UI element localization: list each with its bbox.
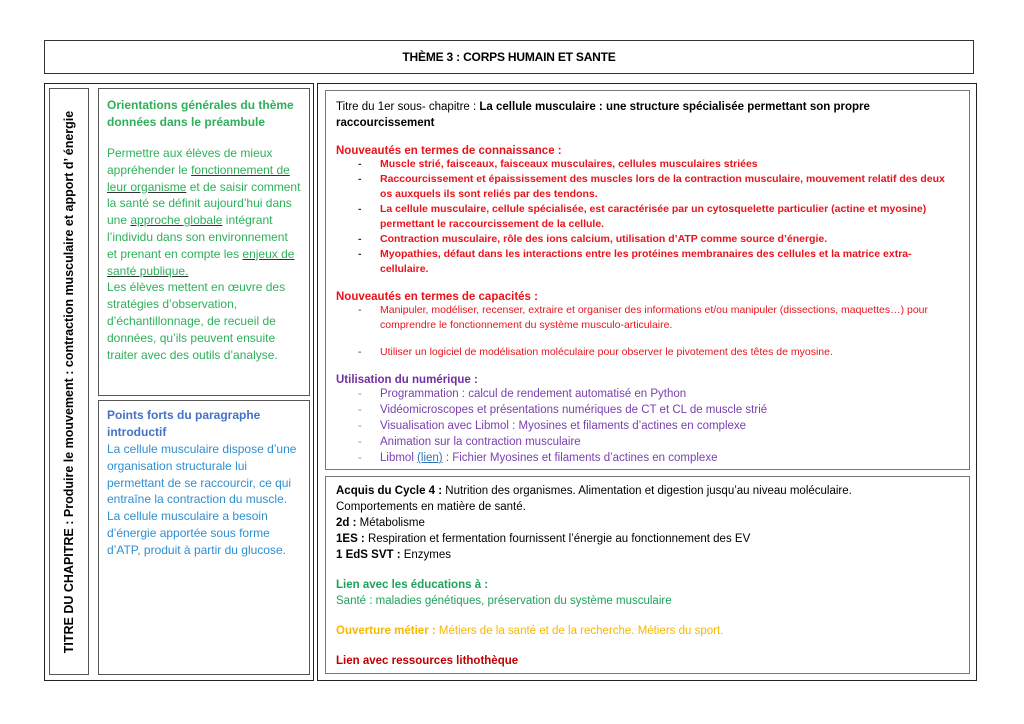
text: Libmol <box>380 452 418 464</box>
list-item: - Animation sur la contraction musculaire <box>358 434 959 450</box>
subchapter-name: La cellule musculaire : une structure spécialisée permettant son propre raccourcissement <box>336 101 870 129</box>
right-panel <box>317 83 977 681</box>
text: et de saisir comment la santé se définit aujourd’hui dans une <box>107 179 301 228</box>
metier-line <box>336 623 959 639</box>
acquis-eds <box>336 547 959 563</box>
subchapter-box <box>325 90 970 470</box>
capacites-heading: Nouveautés en termes de capacités : <box>336 291 538 303</box>
list-item: - Manipuler, modéliser, recenser, extraire et organiser des informations et/ou manipuler (dissections, maquettes…) pour comprendre le fonctionnement du système musculo-articulaire. <box>358 303 959 333</box>
chapter-title-box <box>49 88 89 675</box>
theme-title: THÈME 3 : CORPS HUMAIN ET SANTE <box>402 50 616 64</box>
points-forts-box <box>98 400 310 675</box>
underlined-text: enjeux de santé publique. <box>107 246 295 278</box>
acquis-1es <box>336 531 959 547</box>
list-item: - Raccourcissement et épaississement des muscles lors de la contraction musculaire, mouvement relatif des deux os auxquels ils sont reliés par des tendons. <box>358 172 959 202</box>
capacites-list <box>336 303 959 360</box>
text: Nutrition des organismes. Alimentation et digestion jusqu’au niveau moléculaire. <box>442 485 852 497</box>
subchapter-label: Titre du 1er sous- chapitre : <box>336 101 480 113</box>
lithotheque-link: Lien avec ressources lithothèque <box>336 655 519 667</box>
connaissances-heading: Nouveautés en termes de connaissance : <box>336 145 562 157</box>
chapter-title: TITRE DU CHAPITRE : Produire le mouvement : contraction musculaire et apport d’ énergie <box>62 110 76 653</box>
text: Métiers de la santé et de la recherche. Métiers du sport. <box>435 625 724 637</box>
acquis-cycle4 <box>336 483 959 499</box>
orientations-box <box>98 88 310 396</box>
theme-header <box>44 40 974 74</box>
acquis-box <box>325 476 970 674</box>
label: Acquis du Cycle 4 : <box>336 485 443 497</box>
label: 1ES : <box>336 533 365 545</box>
left-panel <box>44 83 314 681</box>
educations-heading: Lien avec les éducations à : <box>336 579 489 591</box>
label: Ouverture métier : <box>336 625 436 637</box>
acquis-cycle4-continued: Comportements en matière de santé. <box>336 501 526 513</box>
list-item: - Myopathies, défaut dans les interactions entre les protéines membranaires des cellules et la matrice extra-cellulaire. <box>358 247 959 277</box>
label: 1 EdS SVT : <box>336 549 401 561</box>
points-forts-heading: Points forts du paragraphe introductif <box>107 408 261 439</box>
text: Respiration et fermentation fournissent l’énergie au fonctionnement des EV <box>364 533 751 545</box>
text: Enzymes <box>400 549 452 561</box>
label: 2d : <box>336 517 357 529</box>
numerique-heading: Utilisation du numérique : <box>336 374 478 386</box>
educations-text: Santé : maladies génétiques, préservation du système musculaire <box>336 595 672 607</box>
list-item <box>358 450 959 466</box>
list-item: - Visualisation avec Libmol : Myosines et filaments d’actines en complexe <box>358 418 959 434</box>
text: Métabolisme <box>356 517 425 529</box>
numerique-list <box>336 386 959 466</box>
orientations-paragraph-2: Les élèves mettent en œuvre des stratégies d’observation, d’échantillonnage, de recueil de données, qu’ils peuvent ensuite traiter avec des outils d’analyse. <box>107 280 286 362</box>
orientations-paragraph-1 <box>107 145 301 279</box>
text: : Fichier Myosines et filaments d’actines en complexe <box>442 452 718 464</box>
list-item: - La cellule musculaire, cellule spécialisée, est caractérisée par un cytosquelette particulier (actine et myosine) permettant le raccourcissement de la cellule. <box>358 202 959 232</box>
underlined-text: fonctionnement de leur organisme <box>107 162 290 194</box>
text: Permettre aux élèves de mieux appréhender le <box>107 146 273 177</box>
points-forts-paragraph-2: La cellule musculaire a besoin d’énergie apportée sous forme d’ATP, produit à partir du glucose. <box>107 509 286 557</box>
list-item: - Vidéomicroscopes et présentations numériques de CT et CL de muscle strié <box>358 402 959 418</box>
acquis-2d <box>336 515 959 531</box>
connaissances-list <box>336 157 959 277</box>
list-item: - Muscle strié, faisceaux, faisceaux musculaires, cellules musculaires striées <box>358 157 959 172</box>
list-item: - Utiliser un logiciel de modélisation moléculaire pour observer le pivotement des têtes de myosine. <box>358 345 959 360</box>
subchapter-title <box>336 99 959 131</box>
underlined-text: approche globale <box>130 213 223 228</box>
libmol-link[interactable]: (lien) <box>417 452 443 464</box>
list-item: - Contraction musculaire, rôle des ions calcium, utilisation d’ATP comme source d’énergie. <box>358 232 959 247</box>
text: intégrant l’individu dans son environnement et prenant en compte les <box>107 213 288 261</box>
orientations-heading: Orientations générales du thème données dans le préambule <box>107 98 294 129</box>
points-forts-paragraph-1: La cellule musculaire dispose d’une organisation structurale lui permettant de se raccourcir, ce qui entraîne la contraction du muscle. <box>107 442 297 507</box>
list-item: - Programmation : calcul de rendement automatisé en Python <box>358 386 959 402</box>
